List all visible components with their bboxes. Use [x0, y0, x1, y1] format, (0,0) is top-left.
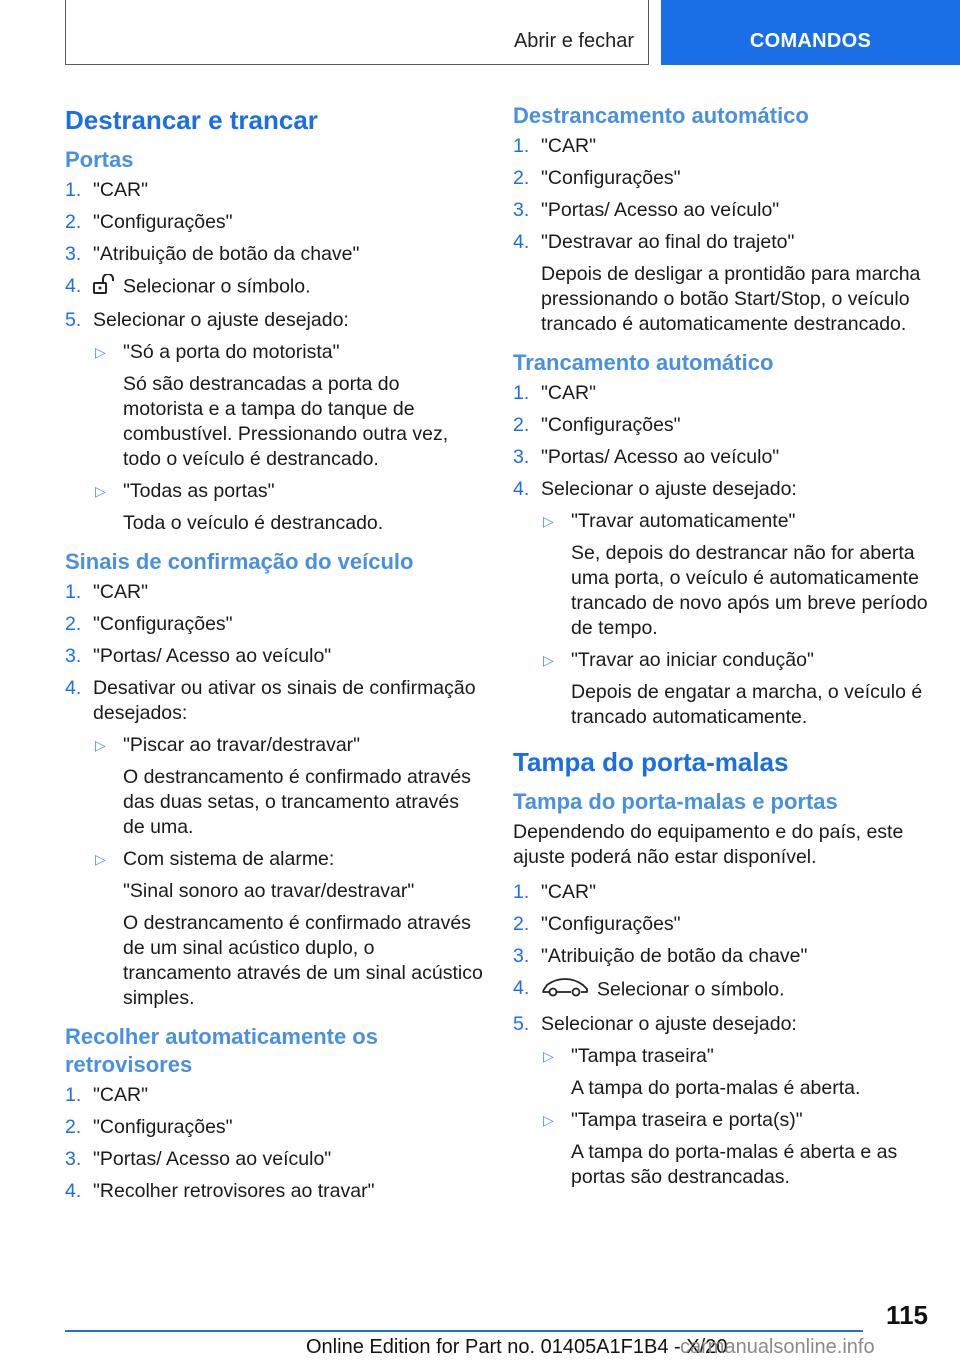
- sub-list-item: ▷ "Todas as portas": [95, 480, 275, 502]
- heading-fold-mirrors: Recolher automaticamente os retrovisores: [65, 1024, 378, 1077]
- sub-list-item: ▷ "Piscar ao travar/destravar": [95, 734, 361, 756]
- sub-item-description: Toda o veículo é destrancado.: [123, 512, 384, 534]
- list-item: 2. "Configurações": [65, 211, 233, 233]
- list-item: 3. "Atribuição de botão da chave": [513, 945, 808, 967]
- sub-item-description: Se, depois do destrancar não for aberta uma porta, o veículo é automaticamente trancado de novo após um breve período de tempo.: [571, 542, 928, 639]
- heading-auto-unlock: Destrancamento automático: [513, 103, 809, 128]
- header-section-tab: [65, 0, 649, 65]
- list-item: 1. "CAR": [65, 581, 149, 603]
- footer-divider: [65, 1330, 863, 1332]
- list-item: 4. Selecionar o símbolo.: [513, 976, 933, 1005]
- page-number: 115: [886, 1300, 928, 1330]
- list-item: 4. Desativar ou ativar os sinais de confirmação desejados:: [65, 677, 476, 724]
- heading-tailgate: Tampa do porta-malas: [513, 747, 789, 777]
- list-item: 1. "CAR": [65, 179, 149, 201]
- heading-confirmation-signals: Sinais de confirmação do veículo: [65, 549, 414, 574]
- list-item: 5. Selecionar o ajuste desejado:: [65, 309, 349, 331]
- sub-item-description: O destrancamento é confirmado através das duas setas, o trancamento através de uma.: [123, 766, 471, 838]
- heading-doors: Portas: [65, 147, 134, 172]
- list-item: 4. "Recolher retrovisores ao travar": [65, 1180, 375, 1202]
- header-chapter-tab: [661, 0, 960, 65]
- sub-item-description: "Sinal sonoro ao travar/destravar": [123, 880, 415, 902]
- list-item: 1. "CAR": [513, 135, 597, 157]
- right-column: [513, 100, 933, 1197]
- list-item: 4. "Destravar ao final do trajeto": [513, 231, 795, 253]
- sub-list-item: ▷ "Tampa traseira e porta(s)": [543, 1109, 803, 1131]
- heading-auto-lock: Trancamento automático: [513, 350, 774, 375]
- list-item: 4. Selecionar o ajuste desejado:: [513, 478, 797, 500]
- footer-edition: Online Edition for Part no. 01405A1F1B4 - X/20: [306, 1336, 728, 1358]
- header-section-title: Abrir e fechar: [513, 30, 634, 52]
- list-item: 3. "Atribuição de botão da chave": [65, 243, 360, 265]
- list-item: 3. "Portas/ Acesso ao veículo": [513, 199, 780, 221]
- heading-unlock-lock: Destrancar e trancar: [65, 105, 318, 135]
- sub-item-description: Só são destrancadas a porta do motorista e a tampa do tanque de combustível. Pressionando outra vez, todo o veículo é destrancado.: [123, 373, 449, 470]
- sub-item-description: A tampa do porta-malas é aberta e as portas são destrancadas.: [571, 1141, 898, 1188]
- sub-list-item: ▷ "Travar automaticamente": [543, 510, 796, 532]
- sub-list-item: ▷ Com sistema de alarme:: [95, 848, 335, 870]
- list-item: 5. Selecionar o ajuste desejado:: [513, 1013, 797, 1035]
- car-tailgate-icon: [541, 976, 589, 1005]
- list-item: 1. "CAR": [513, 382, 597, 404]
- unlock-padlock-icon: [93, 274, 115, 301]
- heading-tailgate-doors: Tampa do porta-malas e portas: [513, 789, 838, 814]
- list-item: 2. "Configurações": [513, 414, 681, 436]
- tailgate-intro: Dependendo do equipamento e do país, este ajuste poderá não estar disponível.: [513, 821, 904, 868]
- list-item: 3. "Portas/ Acesso ao veículo": [513, 446, 780, 468]
- sub-list-item: ▷ "Travar ao iniciar condução": [543, 649, 814, 671]
- sub-item-description: O destrancamento é confirmado através de um sinal acústico duplo, o trancamento através de um sinal acústico simples.: [123, 912, 483, 1009]
- list-item: 3. "Portas/ Acesso ao veículo": [65, 1148, 332, 1170]
- list-item: 3. "Portas/ Acesso ao veículo": [65, 645, 332, 667]
- list-item: 1. "CAR": [65, 1084, 149, 1106]
- header-chapter-title: COMANDOS: [749, 30, 872, 52]
- list-item: 2. "Configurações": [513, 913, 681, 935]
- footer-watermark: carmanualsonline.info: [680, 1336, 875, 1358]
- list-item: 4. Selecionar o símbolo.: [65, 274, 485, 301]
- list-item: 2. "Configurações": [65, 1116, 233, 1138]
- sub-item-description: Depois de engatar a marcha, o veículo é trancado automaticamente.: [571, 681, 923, 728]
- list-item: 1. "CAR": [513, 881, 597, 903]
- sub-list-item: ▷ "Tampa traseira": [543, 1045, 714, 1067]
- sub-list-item: ▷ "Só a porta do motorista": [95, 341, 340, 363]
- sub-item-description: A tampa do porta-malas é aberta.: [571, 1077, 861, 1099]
- list-item: 2. "Configurações": [513, 167, 681, 189]
- list-item: 2. "Configurações": [65, 613, 233, 635]
- item-description: Depois de desligar a prontidão para marcha pressionando o botão Start/Stop, o veículo trancado é automaticamente destrancado.: [541, 263, 921, 335]
- left-column: [65, 100, 485, 1211]
